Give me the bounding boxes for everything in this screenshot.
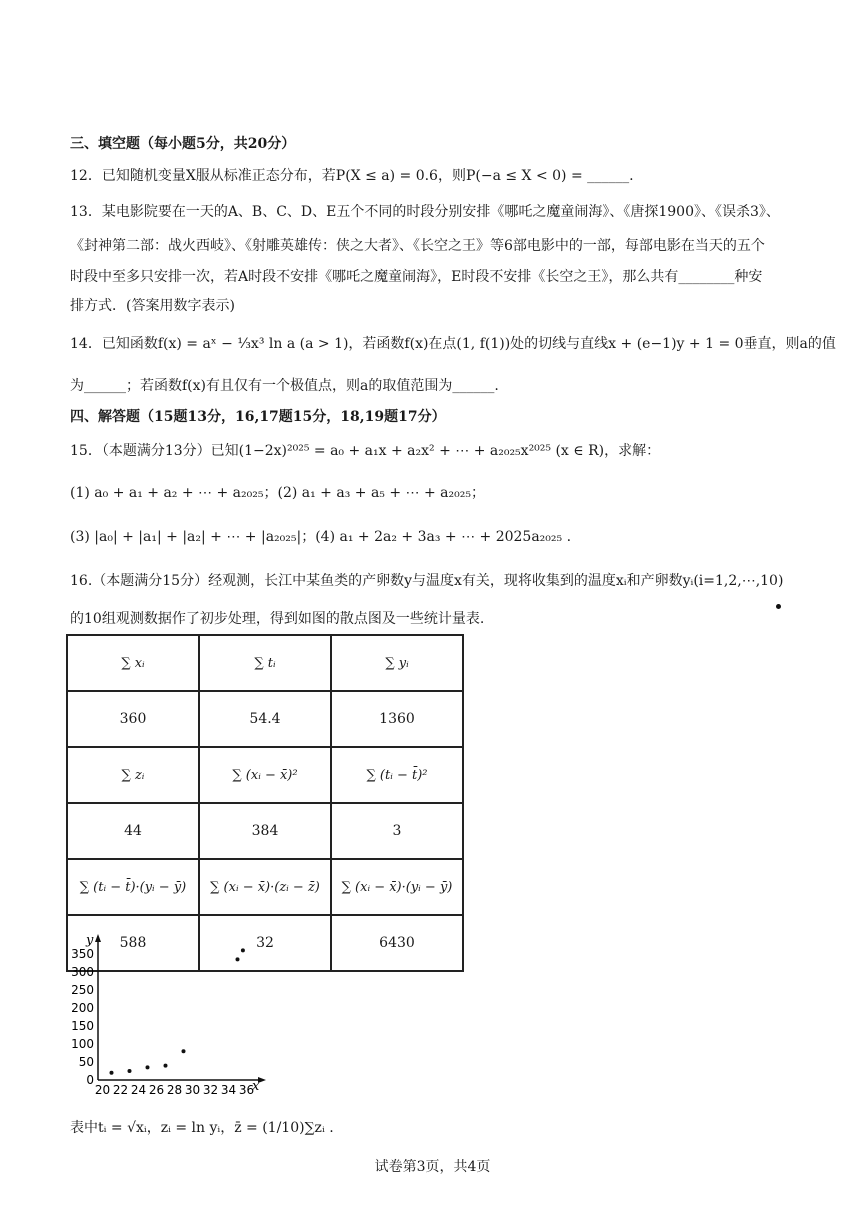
y-tick-label: 50	[78, 1055, 94, 1069]
table-value-cell: 44	[67, 803, 199, 859]
table-value-cell: 32	[199, 915, 331, 971]
table-header-cell: ∑ (xᵢ − x̄)·(zᵢ − z̄)	[199, 859, 331, 915]
table-value-cell: 6430	[331, 915, 463, 971]
table-value-cell: 54.4	[199, 691, 331, 747]
x-tick-label: 36	[238, 1083, 255, 1095]
y-tick-label: 100	[71, 1037, 94, 1051]
table-value-cell: 360	[67, 691, 199, 747]
question-16-line-1: 16.（本题满分15分）经观测，长江中某鱼类的产卵数y与温度x有关，现将收集到的温度xᵢ和产卵数yᵢ(i=1,2,⋯,10)	[70, 573, 784, 589]
statistics-table	[66, 634, 464, 972]
table-value-cell: 588	[67, 915, 199, 971]
x-tick-label: 30	[184, 1083, 201, 1095]
question-14-line-2: 为______；若函数f(x)有且仅有一个极值点，则a的取值范围为______.	[70, 378, 499, 394]
table-header-cell: ∑ xᵢ	[67, 635, 199, 691]
y-axis-label: y	[86, 933, 94, 948]
y-tick-label: 350	[71, 947, 94, 961]
table-header-cell: ∑ yᵢ	[331, 635, 463, 691]
question-14-line-1: 14．已知函数f(x) = aˣ − ⅓x³ ln a (a > 1)，若函数f(x)在点(1, f(1))处的切线与直线x + (e−1)y + 1 = 0垂直，则a的值	[70, 336, 836, 352]
scatter-point	[236, 957, 240, 961]
question-13-line-3: 时段中至多只安排一次，若A时段不安排《哪吒之魔童闹海》，E时段不安排《长空之王》，那么共有________种安	[70, 269, 763, 285]
y-tick-label: 300	[71, 965, 94, 979]
stray-dot-mark	[776, 604, 781, 609]
question-15-parts-3-4: (3) |a₀| + |a₁| + |a₂| + ⋯ + |a₂₀₂₅|；(4) a₁ + 2a₂ + 3a₃ + ⋯ + 2025a₂₀₂₅ .	[70, 529, 572, 545]
x-tick-label: 26	[148, 1083, 165, 1095]
scatter-point	[241, 948, 245, 952]
table-header-cell: ∑ tᵢ	[199, 635, 331, 691]
scatter-point	[110, 1071, 114, 1075]
y-tick-label: 0	[86, 1073, 94, 1087]
x-tick-label: 32	[202, 1083, 219, 1095]
x-tick-label: 20	[94, 1083, 111, 1095]
x-tick-label: 28	[166, 1083, 183, 1095]
table-value-cell: 1360	[331, 691, 463, 747]
x-tick-label: 24	[130, 1083, 147, 1095]
y-tick-label: 250	[71, 983, 94, 997]
question-13-line-4: 排方式．(答案用数字表示)	[70, 298, 235, 314]
question-16-line-2: 的10组观测数据作了初步处理，得到如图的散点图及一些统计量表.	[70, 611, 485, 627]
y-tick-label: 150	[71, 1019, 94, 1033]
scatter-point	[164, 1064, 168, 1068]
table-value-cell: 384	[199, 803, 331, 859]
scatter-point	[128, 1069, 132, 1073]
scatter-point	[146, 1065, 150, 1069]
table-header-cell: ∑ (tᵢ − t̄)·(yᵢ − ȳ)	[67, 859, 199, 915]
table-value-cell: 3	[331, 803, 463, 859]
question-15-stem: 15．（本题满分13分）已知(1−2x)²⁰²⁵ = a₀ + a₁x + a₂x² + ⋯ + a₂₀₂₅x²⁰²⁵ (x ∈ R)，求解：	[70, 443, 661, 459]
x-tick-label: 22	[112, 1083, 129, 1095]
table-header-cell: ∑ zᵢ	[67, 747, 199, 803]
scatter-point	[182, 1049, 186, 1053]
table-header-cell: ∑ (xᵢ − x̄)²	[199, 747, 331, 803]
x-axis-label: x	[252, 1079, 260, 1094]
question-13-line-2: 《封神第二部：战火西岐》、《射雕英雄传：侠之大者》、《长空之王》等6部电影中的一部，每部电影在当天的五个	[70, 238, 765, 254]
table-header-cell: ∑ (tᵢ − t̄)²	[331, 747, 463, 803]
y-tick-label: 200	[71, 1001, 94, 1015]
section-3-heading: 三、填空题（每小题5分，共20分）	[70, 136, 296, 152]
x-tick-label: 34	[220, 1083, 237, 1095]
question-13-line-1: 13．某电影院要在一天的A、B、C、D、E五个不同的时段分别安排《哪吒之魔童闹海》、《唐探1900》、《误杀3》、	[70, 204, 780, 220]
table-note: 表中tᵢ = √xᵢ，zᵢ = ln yᵢ，z̄ = (1/10)∑zᵢ .	[70, 1120, 334, 1136]
question-15-parts-1-2: (1) a₀ + a₁ + a₂ + ⋯ + a₂₀₂₅；(2) a₁ + a₃ + a₅ + ⋯ + a₂₀₂₅；	[70, 485, 485, 501]
question-12: 12．已知随机变量X服从标准正态分布，若P(X ≤ a) = 0.6，则P(−a ≤ X < 0) = ______.	[70, 168, 634, 184]
scatter-plot	[62, 930, 272, 1095]
page-footer: 试卷第3页，共4页	[374, 1159, 491, 1175]
table-header-cell: ∑ (xᵢ − x̄)·(yᵢ − ȳ)	[331, 859, 463, 915]
section-4-heading: 四、解答题（15题13分，16,17题15分，18,19题17分）	[70, 409, 446, 425]
y-axis-arrow	[95, 934, 101, 942]
